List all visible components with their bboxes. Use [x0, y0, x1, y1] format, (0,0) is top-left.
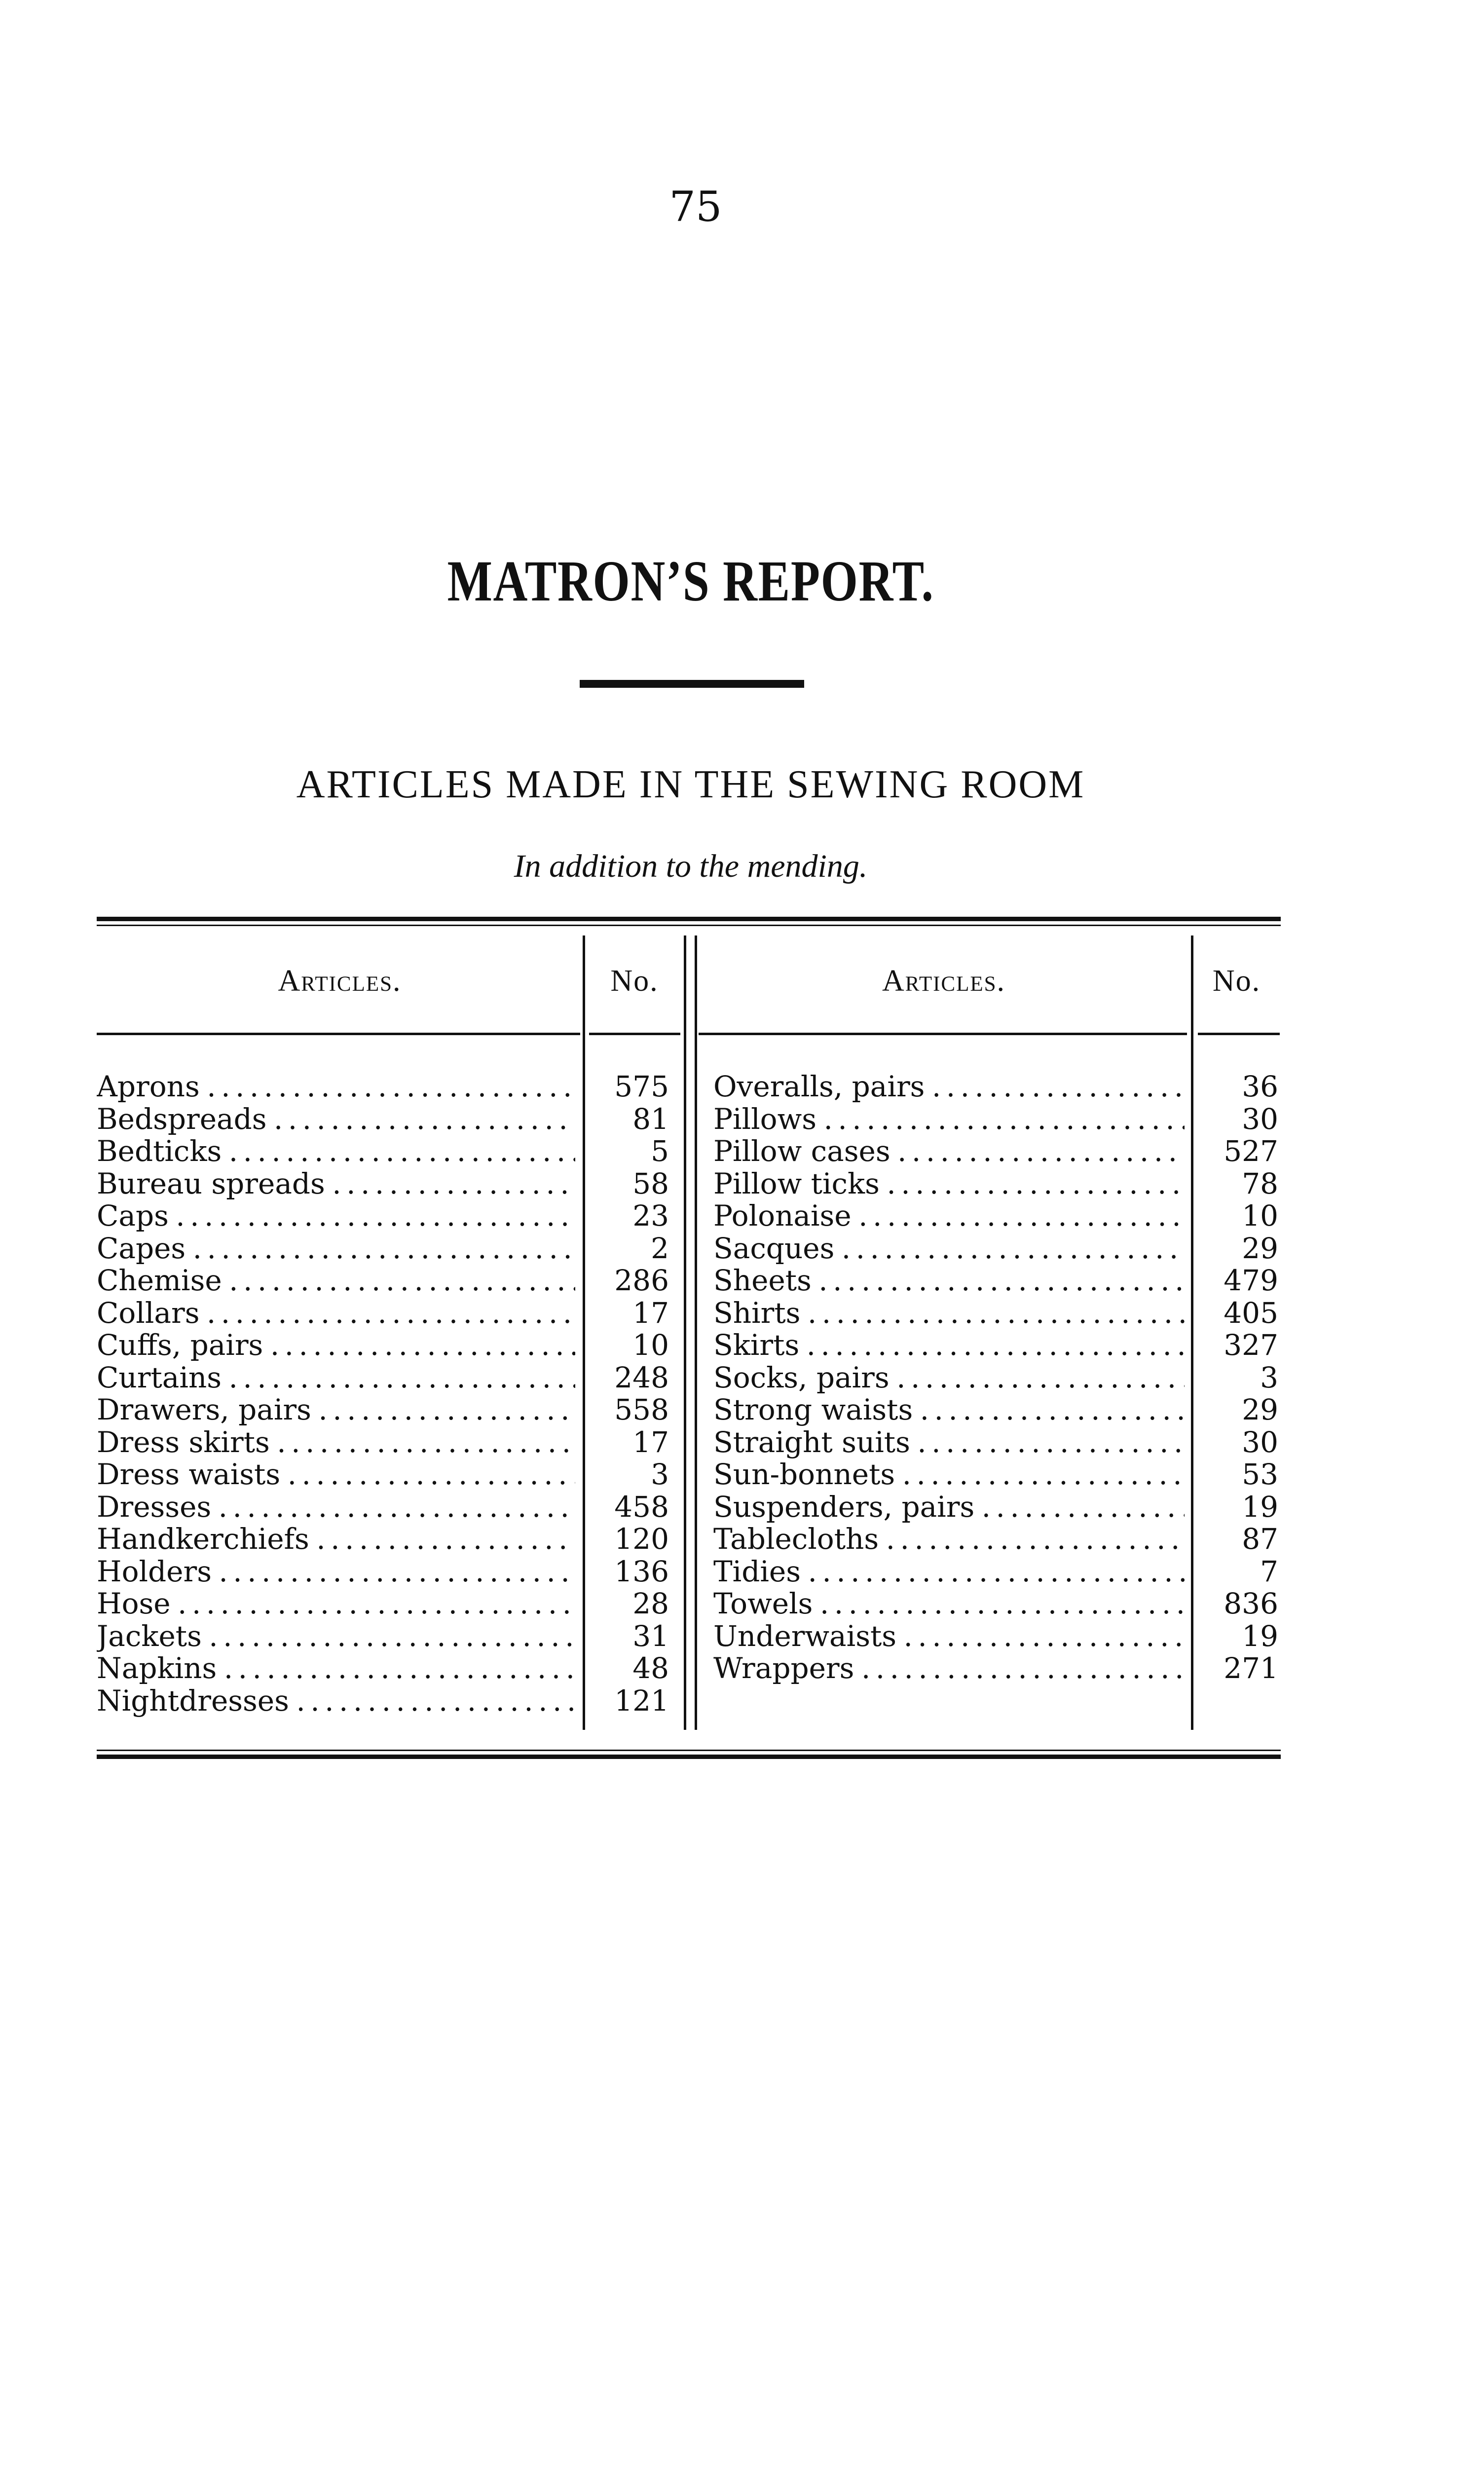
table-row	[713, 1200, 1281, 1233]
article-count: 58	[632, 1166, 669, 1200]
article-name: Skirts . . .	[713, 1329, 1185, 1362]
subheading: In addition to the mending.	[514, 848, 868, 884]
column-rule-left-no-b	[695, 935, 697, 1730]
table-row	[97, 1265, 684, 1297]
table-row	[97, 1685, 684, 1718]
table-top-rule-thin	[97, 925, 1281, 926]
header-no-right	[1193, 964, 1280, 1008]
article-count: 19	[1242, 1490, 1278, 1524]
article-count: 28	[632, 1587, 669, 1620]
article-name: Hose . . .	[97, 1588, 575, 1620]
table-row	[97, 1103, 684, 1136]
header-articles-right	[697, 964, 1190, 1008]
article-count: 405	[1224, 1296, 1278, 1330]
page-number: 75	[669, 183, 722, 231]
table-row	[713, 1523, 1281, 1556]
section-heading: ARTICLES MADE IN THE SEWING ROOM	[296, 763, 1085, 806]
column-rule-left-no-a	[684, 935, 686, 1730]
article-name: Nightdresses . . .	[97, 1685, 575, 1718]
table-row	[713, 1103, 1281, 1136]
table-row	[97, 1426, 684, 1459]
table-row	[97, 1071, 684, 1103]
article-count: 17	[632, 1425, 669, 1459]
table-top-rule-thick	[97, 917, 1281, 921]
article-count: 458	[614, 1490, 669, 1524]
article-count: 10	[1242, 1199, 1278, 1233]
article-count: 248	[614, 1360, 669, 1394]
article-name: Overalls, pairs . . .	[713, 1071, 1185, 1103]
table-row	[713, 1362, 1281, 1394]
article-name: Collars . . .	[97, 1297, 575, 1330]
table-row	[97, 1620, 684, 1653]
article-count: 479	[1224, 1264, 1278, 1297]
table-row	[97, 1523, 684, 1556]
article-name: Dresses . . .	[97, 1491, 575, 1524]
article-count: 136	[614, 1554, 669, 1588]
article-count: 30	[1242, 1102, 1278, 1136]
article-name: Aprons . . .	[97, 1071, 575, 1103]
table-row	[713, 1168, 1281, 1200]
table-row	[97, 1168, 684, 1200]
header-articles-left-label: Articles.	[278, 964, 402, 998]
table-row	[713, 1620, 1281, 1653]
article-name: Tablecloths . . .	[713, 1523, 1185, 1556]
header-no-left	[585, 964, 684, 1008]
article-name: Shirts . . .	[713, 1297, 1185, 1330]
article-count: 5	[651, 1134, 669, 1168]
article-name: Sheets . . .	[713, 1265, 1185, 1297]
title-rule	[580, 680, 804, 688]
article-count: 10	[632, 1328, 669, 1362]
header-separator-3	[699, 1033, 1187, 1035]
article-name: Napkins . . .	[97, 1652, 575, 1685]
header-articles-right-label: Articles.	[882, 964, 1006, 998]
article-name: Towels . . .	[713, 1588, 1185, 1620]
article-name: Socks, pairs . . .	[713, 1362, 1185, 1394]
table-row	[97, 1200, 684, 1233]
article-name: Handkerchiefs . . .	[97, 1523, 575, 1556]
article-count: 23	[632, 1199, 669, 1233]
table-bottom-rule-thin	[97, 1750, 1281, 1751]
article-name: Dress waists . . .	[97, 1458, 575, 1491]
article-count: 836	[1224, 1587, 1278, 1620]
header-separator-2	[589, 1033, 680, 1035]
table-row	[713, 1491, 1281, 1524]
article-count: 271	[1224, 1651, 1278, 1685]
right-rows	[713, 1071, 1281, 1685]
left-rows	[97, 1071, 684, 1717]
article-count: 575	[614, 1070, 669, 1103]
header-no-left-label: No.	[610, 964, 659, 998]
header-no-right-label: No.	[1212, 964, 1261, 998]
article-count: 87	[1242, 1522, 1278, 1556]
table-row	[713, 1458, 1281, 1491]
article-count: 121	[614, 1683, 669, 1718]
table-row	[713, 1426, 1281, 1459]
table-row	[97, 1458, 684, 1491]
article-count: 3	[1260, 1360, 1278, 1394]
article-count: 81	[632, 1102, 669, 1136]
table-row	[97, 1135, 684, 1168]
article-name: Dress skirts . . .	[97, 1426, 575, 1459]
table-row	[97, 1362, 684, 1394]
article-count: 3	[651, 1458, 669, 1491]
header-separator-4	[1198, 1033, 1280, 1035]
article-name: Caps . . .	[97, 1200, 575, 1233]
table-row	[97, 1329, 684, 1362]
article-count: 29	[1242, 1393, 1278, 1426]
article-name: Pillows . . .	[713, 1103, 1185, 1136]
article-count: 527	[1224, 1134, 1278, 1168]
report-title: MATRON’S REPORT.	[447, 549, 934, 613]
article-count: 7	[1260, 1554, 1278, 1588]
table-row	[97, 1652, 684, 1685]
article-name: Jackets . . .	[97, 1620, 575, 1653]
article-count: 36	[1242, 1070, 1278, 1103]
article-name: Bureau spreads . . .	[97, 1168, 575, 1200]
article-count: 2	[651, 1231, 669, 1265]
article-name: Cuffs, pairs . . .	[97, 1329, 575, 1362]
table-row	[97, 1556, 684, 1588]
article-name: Polonaise . . .	[713, 1200, 1185, 1233]
table-row	[97, 1491, 684, 1524]
table-row	[713, 1652, 1281, 1685]
article-count: 17	[632, 1296, 669, 1330]
table-row	[713, 1556, 1281, 1588]
article-name: Strong waists . . .	[713, 1394, 1185, 1426]
article-name: Holders . . .	[97, 1556, 575, 1588]
article-name: Sacques . . .	[713, 1233, 1185, 1265]
article-count: 558	[614, 1393, 669, 1426]
table-row	[713, 1329, 1281, 1362]
table-row	[97, 1297, 684, 1330]
article-count: 286	[614, 1264, 669, 1297]
article-count: 53	[1242, 1458, 1278, 1491]
table-row	[713, 1394, 1281, 1426]
article-name: Drawers, pairs . . .	[97, 1394, 575, 1426]
article-name: Chemise . . .	[97, 1265, 575, 1297]
header-separator-1	[97, 1033, 580, 1035]
header-articles-left	[97, 964, 583, 1008]
article-name: Bedticks . . .	[97, 1135, 575, 1168]
table-row	[713, 1135, 1281, 1168]
article-name: Straight suits . . .	[713, 1426, 1185, 1459]
article-count: 30	[1242, 1425, 1278, 1459]
table-row	[713, 1297, 1281, 1330]
articles-table	[97, 917, 1281, 1775]
table-row	[97, 1394, 684, 1426]
article-name: Sun-bonnets . . .	[713, 1458, 1185, 1491]
table-row	[97, 1588, 684, 1620]
article-name: Pillow cases . . .	[713, 1135, 1185, 1168]
article-name: Wrappers . . .	[713, 1652, 1185, 1685]
article-name: Tidies . . .	[713, 1556, 1185, 1588]
table-row	[713, 1233, 1281, 1265]
article-count: 120	[614, 1522, 669, 1556]
article-name: Suspenders, pairs . . .	[713, 1491, 1185, 1524]
table-row	[713, 1071, 1281, 1103]
table-row	[713, 1588, 1281, 1620]
article-name: Curtains . . .	[97, 1362, 575, 1394]
article-count: 31	[632, 1619, 669, 1653]
table-bottom-rule-thick	[97, 1755, 1281, 1759]
article-count: 29	[1242, 1231, 1278, 1265]
table-row	[713, 1265, 1281, 1297]
article-count: 19	[1242, 1619, 1278, 1653]
table-row	[97, 1233, 684, 1265]
article-name: Underwaists . . .	[713, 1620, 1185, 1653]
article-name: Bedspreads . . .	[97, 1103, 575, 1136]
article-count: 78	[1242, 1166, 1278, 1200]
article-name: Pillow ticks . . .	[713, 1168, 1185, 1200]
article-name: Capes . . .	[97, 1233, 575, 1265]
article-count: 48	[632, 1651, 669, 1685]
article-count: 327	[1224, 1328, 1278, 1362]
